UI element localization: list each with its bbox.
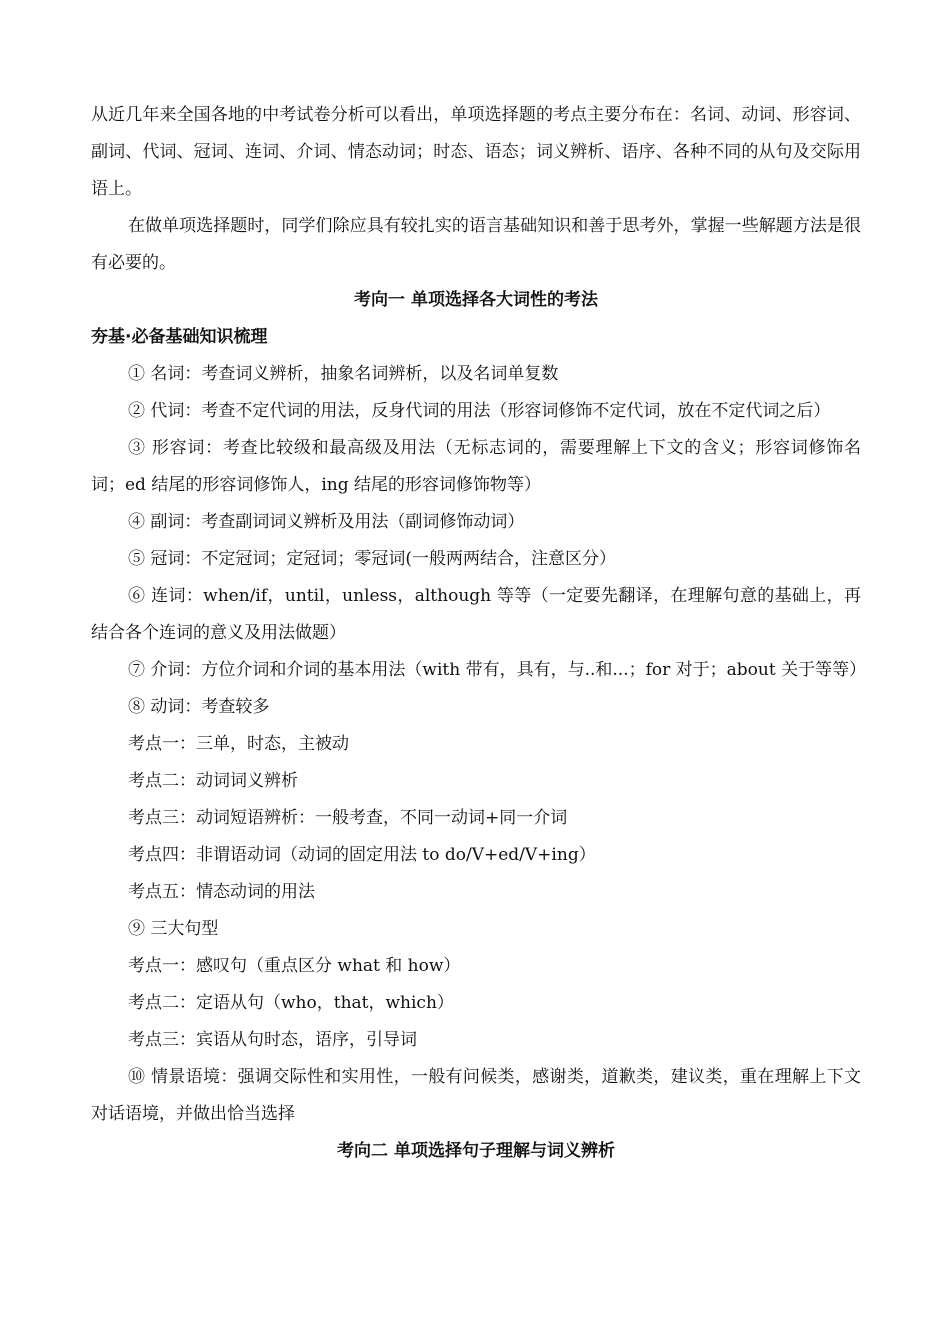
list-item-verb-point-2: 考点二：动词词义辨析 [128,771,298,791]
section-2-title: 考向二 单项选择句子理解与词义辨析 [337,1141,615,1161]
document-page [91,97,867,1170]
intro-paragraph-1: 从近几年来全国各地的中考试卷分析可以看出，单项选择题的考点主要分布在：名词、动词、形容词、副词、代词、冠词、连词、介词、情态动词；时态、语态；词义辨析、语序、各种不同的从句及交际用语上。 [91,105,861,199]
list-item-adverb: ④ 副词：考查副词词义辨析及用法（副词修饰动词） [128,512,525,532]
knowledge-list [91,356,867,1133]
list-item-article: ⑤ 冠词：不定冠词；定冠词；零冠词(一般两两结合，注意区分） [128,549,617,569]
list-item-noun: ① 名词：考查词义辨析，抽象名词辨析，以及名词单复数 [128,364,559,384]
list-item-adjective: ③ 形容词：考查比较级和最高级及用法（无标志词的，需要理解上下文的含义；形容词修饰名词；ed 结尾的形容词修饰人，ing 结尾的形容词修饰物等） [91,438,861,495]
intro-paragraph-2: 在做单项选择题时，同学们除应具有较扎实的语言基础知识和善于思考外，掌握一些解题方法是很有必要的。 [91,216,861,273]
section-1-title: 考向一 单项选择各大词性的考法 [354,290,598,310]
list-item-conjunction: ⑥ 连词：when/if，until，unless，although 等等（一定要先翻译，在理解句意的基础上，再结合各个连词的意义及用法做题） [91,586,861,643]
list-item-verb-point-5: 考点五：情态动词的用法 [128,882,315,902]
list-item-situational-context: ⑩ 情景语境：强调交际性和实用性，一般有问候类，感谢类，道歉类，建议类，重在理解上下文对话语境，并做出恰当选择 [91,1067,861,1124]
section-1-subtitle: 夯基·必备基础知识梳理 [91,327,268,347]
list-item-verb-point-3: 考点三：动词短语辨析：一般考查，不同一动词+同一介词 [128,808,568,828]
list-item-preposition: ⑦ 介词：方位介词和介词的基本用法（with 带有，具有，与..和...；for 对于；about 关于等等） [128,660,867,680]
list-item-verb: ⑧ 动词：考查较多 [128,697,270,717]
list-item-pronoun: ② 代词：考查不定代词的用法，反身代词的用法（形容词修饰不定代词，放在不定代词之后） [128,401,831,421]
list-item-sentence-point-1: 考点一：感叹句（重点区分 what 和 how） [128,956,461,976]
list-item-sentence-types: ⑨ 三大句型 [128,919,219,939]
list-item-sentence-point-3: 考点三：宾语从句时态，语序，引导词 [128,1030,417,1050]
list-item-verb-point-1: 考点一：三单，时态，主被动 [128,734,349,754]
list-item-verb-point-4: 考点四：非谓语动词（动词的固定用法 to do/V+ed/V+ing） [128,845,596,865]
list-item-sentence-point-2: 考点二：定语从句（who，that，which） [128,993,454,1013]
